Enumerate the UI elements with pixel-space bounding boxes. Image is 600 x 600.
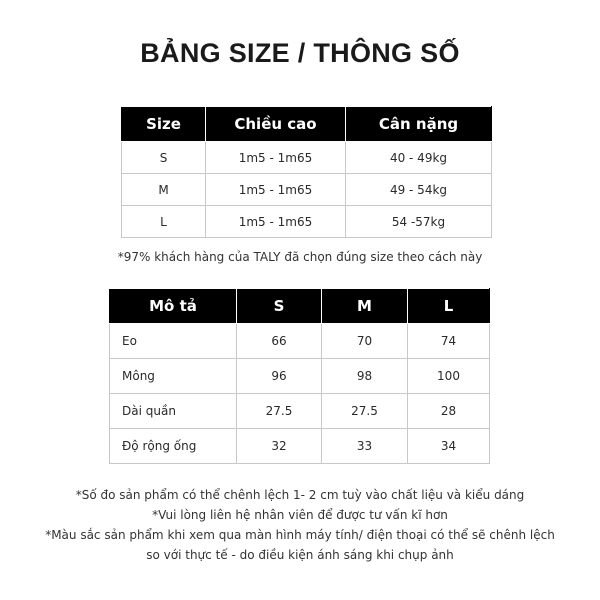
- table-row: [122, 142, 492, 174]
- header-size: Size: [122, 107, 206, 142]
- size-table-header: [122, 107, 492, 142]
- measure-value-l: 34: [408, 429, 490, 464]
- weight-cell: 54 -57kg: [346, 206, 492, 238]
- footer-note: *Vui lòng liên hệ nhân viên để được tư vấn kĩ hơn: [152, 508, 448, 522]
- measure-value-m: 98: [322, 359, 408, 394]
- table-row: [110, 359, 490, 394]
- measure-value-s: 27.5: [237, 394, 322, 429]
- measure-value-m: 33: [322, 429, 408, 464]
- measurement-table-header: [110, 289, 490, 324]
- measure-value-s: 66: [237, 324, 322, 359]
- weight-cell: 40 - 49kg: [346, 142, 492, 174]
- height-cell: 1m5 - 1m65: [206, 174, 346, 206]
- footer-note: *Số đo sản phẩm có thể chênh lệch 1- 2 cm tuỳ vào chất liệu và kiểu dáng: [75, 488, 525, 502]
- measurement-table: [109, 288, 490, 464]
- measure-label: Độ rộng ống: [110, 429, 237, 464]
- measure-label: Mông: [110, 359, 237, 394]
- table-row: [110, 324, 490, 359]
- table-row: [110, 394, 490, 429]
- size-cell: S: [122, 142, 206, 174]
- measure-label: Eo: [110, 324, 237, 359]
- header-m: M: [322, 289, 408, 324]
- weight-cell: 49 - 54kg: [346, 174, 492, 206]
- footer-notes: [40, 485, 560, 565]
- measure-label: Dài quần: [110, 394, 237, 429]
- measure-value-l: 74: [408, 324, 490, 359]
- height-cell: 1m5 - 1m65: [206, 206, 346, 238]
- header-weight: Cân nặng: [346, 107, 492, 142]
- measure-value-m: 27.5: [322, 394, 408, 429]
- size-table: [121, 106, 492, 238]
- size-cell: M: [122, 174, 206, 206]
- size-note: *97% khách hàng của TALY đã chọn đúng size theo cách này: [117, 250, 483, 264]
- footer-note: *Màu sắc sản phẩm khi xem qua màn hình máy tính/ điện thoại có thể sẽ chênh lệch so với thực tế - do điều kiện ánh sáng khi chụp ảnh: [45, 528, 555, 562]
- table-row: [110, 429, 490, 464]
- table-row: [122, 206, 492, 238]
- measure-value-l: 28: [408, 394, 490, 429]
- measure-value-s: 32: [237, 429, 322, 464]
- measure-value-l: 100: [408, 359, 490, 394]
- page-title: BẢNG SIZE / THÔNG SỐ: [140, 38, 460, 68]
- header-description: Mô tả: [110, 289, 237, 324]
- measure-value-s: 96: [237, 359, 322, 394]
- height-cell: 1m5 - 1m65: [206, 142, 346, 174]
- table-row: [122, 174, 492, 206]
- header-height: Chiều cao: [206, 107, 346, 142]
- size-cell: L: [122, 206, 206, 238]
- measure-value-m: 70: [322, 324, 408, 359]
- header-l: L: [408, 289, 490, 324]
- header-s: S: [237, 289, 322, 324]
